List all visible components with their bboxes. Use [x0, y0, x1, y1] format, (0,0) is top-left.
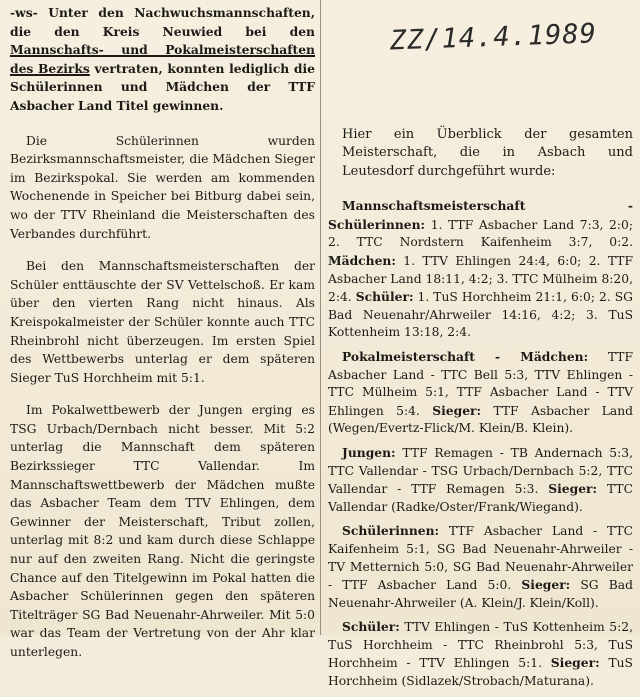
result-heading: Mädchen:: [328, 253, 396, 268]
result-text: TTV Ehlingen - TuS Kottenheim 5:2, TuS Horchheim - TTC Rheinbrohl 5:3, TuS Horchheim - TTV Ehlingen 5:1.: [328, 620, 633, 671]
result-text: TTF Asbacher Land - TTC Kaifenheim 5:1, SG Bad Neuenahr-Ahrweiler - TV Metternich 5:0, SG Bad Neuenahr-Ahrweiler - TTF Asbacher Land 5:0.: [328, 524, 633, 593]
result-heading: Sieger:: [550, 655, 600, 671]
lead-text-2: vertraten, konnten lediglich die Schülerinnen und Mädchen der TTF Asbacher Land Titel gewinnen.: [10, 60, 315, 113]
result-heading: Schülerinnen:: [342, 523, 440, 539]
result-text: TTF Asbacher Land (Wegen/Evertz-Flick/M. Klein/B. Klein).: [328, 403, 633, 436]
result-heading: Sieger:: [521, 577, 571, 593]
right-column: [328, 126, 633, 697]
lead-paragraph: [10, 4, 315, 116]
result-heading: Schüler:: [355, 289, 414, 305]
result-text: SG Bad Neuenahr-Ahrweiler (A. Klein/J. Klein/Koll).: [328, 578, 633, 610]
result-text: TTF Asbacher Land - TTC Bell 5:3, TTV Ehlingen - TTC Mülheim 5:1, TTF Asbacher Land - TTV Ehlingen 5:4.: [328, 349, 634, 418]
result-heading: Sieger:: [548, 481, 598, 497]
result-block-4: [328, 522, 633, 612]
result-heading: Mannschaftsmeisterschaft - Schülerinnen:: [328, 198, 633, 232]
result-text: 1. TTF Asbacher Land 7:3, 2:0; 2. TTC Nordstern Kaifenheim 3:7, 0:2.: [328, 217, 633, 250]
result-heading: Pokalmeisterschaft - Mädchen:: [342, 348, 589, 364]
paragraph-1: Die Schülerinnen wurden Bezirksmannschaftsmeister, die Mädchen Sieger im Bezirkspokal. Sie werden am kommenden Wochenende in Speicher bei Bitburg dabei sein, wo der TTV Rheinland die Meisterschaften des Verbandes durchführt.: [10, 133, 315, 241]
paragraph-2: Bei den Mannschaftsmeisterschaften der Schüler enttäuschte der SV Vettelschoß. Er kam über den vierten Rang nicht hinaus. Als Kreispokalmeister der Schüler konnte auch TTC Rheinbrohl nicht überzeugen. Im ersten Spiel des Wettbewerbs unterlag er dem späteren Sieger TuS Horchheim mit 5:1.: [10, 259, 315, 385]
result-text: TTC Vallendar (Radke/Oster/Frank/Wiegand).: [328, 482, 633, 514]
result-text: TTF Remagen - TB Andernach 5:3, TTC Vallendar - TSG Urbach/Dernbach 5:2, TTC Vallendar - TTF Remagen 5:3.: [328, 445, 633, 497]
lead-text-1: -ws- Unter den Nachwuchsmannschaften, die den Kreis Neuwied bei den: [10, 5, 315, 39]
paragraph-3: Im Pokalwettbewerb der Jungen erging es TSG Urbach/Dernbach nicht besser. Mit 5:2 unterlag die Mannschaft dem späteren Bezirkssieger TTC Vallendar. Im Mannschaftswettbewerb der Mädchen mußte das Asbacher Team dem TTV Ehlingen, dem Gewinner der Meisterschaft, Tribut zollen, unterlag mit 8:2 und kam durch diese Schlappe nur auf den zweiten Rang. Nicht die geringste Chance auf den Titelgewinn im Pokal hatten die Asbacher Schülerinnen gegen den späteren Titelträger SG Bad Neuenahr-Ahrweiler. Mit 5:0 war das Team der Vertretung von der Ahr klar unterlegen.: [10, 403, 315, 659]
column-divider: [320, 0, 321, 635]
result-heading: Sieger:: [432, 402, 482, 418]
result-block-3: [328, 444, 633, 516]
result-text: 1. TTV Ehlingen 24:4, 6:0; 2. TTF Asbacher Land 18:11, 4:2; 3. TTC Mülheim 8:20, 2:4.: [328, 254, 633, 305]
handwritten-date-annotation: ZZ/14.4.1989: [389, 18, 598, 57]
result-block-5: [328, 618, 633, 690]
result-text: TuS Horchheim (Sidlazek/Strobach/Maturana).: [328, 656, 633, 689]
result-block-1: [328, 197, 633, 342]
result-heading: Jungen:: [342, 444, 396, 460]
lead-underlined: Mannschafts- und Pokalmeisterschaften des Bezirks: [10, 42, 315, 76]
result-block-2: [328, 348, 633, 438]
results-intro: Hier ein Überblick der gesamten Meisterschaft, die in Asbach und Leutesdorf durchgeführt wurde:: [342, 127, 633, 179]
result-heading: Schüler:: [342, 619, 400, 635]
left-column: [10, 4, 315, 676]
result-text: 1. TuS Horchheim 21:1, 6:0; 2. SG Bad Neuenahr/Ahrweiler 14:16, 4:2; 3. TuS Kottenheim 13:18, 2:4.: [328, 290, 633, 340]
